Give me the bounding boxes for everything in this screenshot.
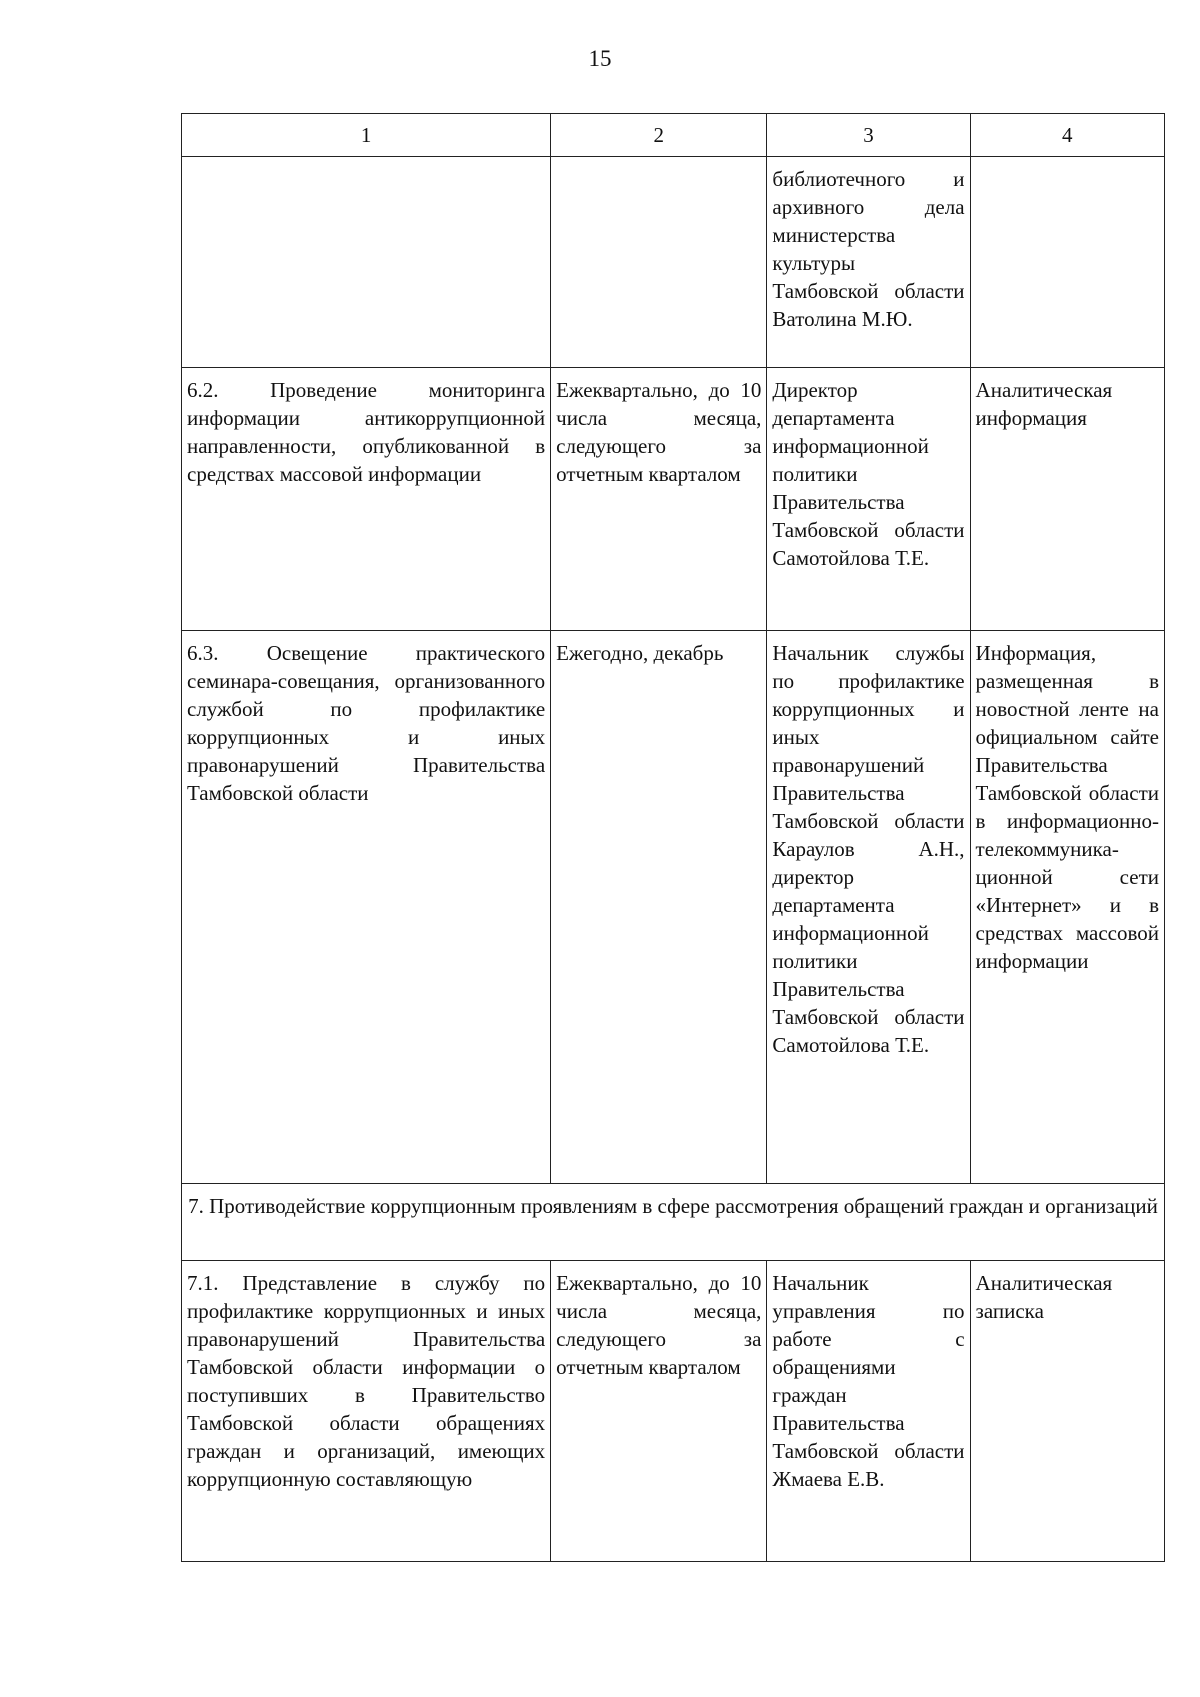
result-cell: Аналитическая записка (970, 1261, 1164, 1562)
column-header: 3 (767, 114, 970, 157)
table-row (182, 631, 1165, 1184)
table-row (182, 157, 1165, 368)
measure-cell: 6.2. Проведение мониторинга информации антикоррупционной направленности, опубликованной в средствах массовой информации (182, 368, 551, 631)
deadline-cell: Ежеквартально, до 10 числа месяца, следующего за отчетным кварталом (551, 368, 767, 631)
section-title: 7. Противодействие коррупционным проявлениям в сфере рассмотрения обращений граждан и организаций (182, 1184, 1165, 1261)
column-header: 4 (970, 114, 1164, 157)
deadline-cell (551, 157, 767, 368)
result-cell: Информация, размещенная в новостной ленте на официальном сайте Правительства Тамбовской области в информационно-телекоммуника-ционной сети «Интернет» и в средствах массовой информации (970, 631, 1164, 1184)
column-header: 1 (182, 114, 551, 157)
deadline-cell: Ежегодно, декабрь (551, 631, 767, 1184)
responsible-cell: Директор департамента информационной политики Правительства Тамбовской области Самотойлова Т.Е. (767, 368, 970, 631)
table-row (182, 1261, 1165, 1562)
responsible-cell: Начальник службы по профилактике коррупционных и иных правонарушений Правительства Тамбовской области Караулов А.Н., директор департамента информационной политики Правительства Тамбовской области Самотойлова Т.Е. (767, 631, 970, 1184)
section-row (182, 1184, 1165, 1261)
column-header: 2 (551, 114, 767, 157)
action-plan-table (181, 113, 1165, 1562)
measure-cell: 7.1. Представление в службу по профилактике коррупционных и иных правонарушений Правительства Тамбовской области информации о поступивших в Правительство Тамбовской области обращениях граждан и организаций, имеющих коррупционную составляющую (182, 1261, 551, 1562)
result-cell: Аналитическая информация (970, 368, 1164, 631)
table-row (182, 368, 1165, 631)
measure-cell (182, 157, 551, 368)
deadline-cell: Ежеквартально, до 10 числа месяца, следующего за отчетным кварталом (551, 1261, 767, 1562)
result-cell (970, 157, 1164, 368)
table-header-row (182, 114, 1165, 157)
responsible-cell: Начальник управления по работе с обращениями граждан Правительства Тамбовской области Жмаева Е.В. (767, 1261, 970, 1562)
responsible-cell: библиотечного и архивного дела министерства культуры Тамбовской области Ватолина М.Ю. (767, 157, 970, 368)
page-number: 15 (588, 46, 612, 71)
measure-cell: 6.3. Освещение практического семинара-совещания, организованного службой по профилактике коррупционных и иных правонарушений Правительства Тамбовской области (182, 631, 551, 1184)
